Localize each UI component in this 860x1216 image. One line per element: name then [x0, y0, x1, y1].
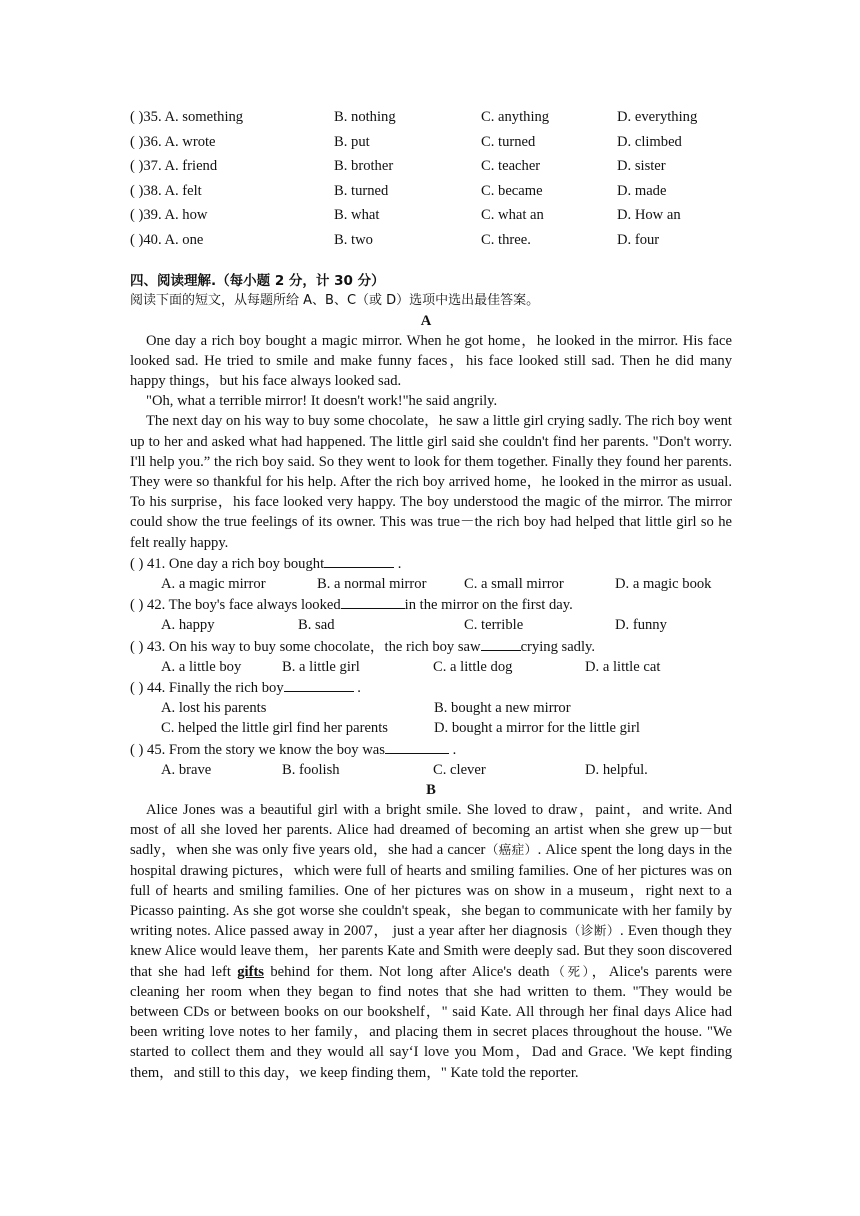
option-row-40: [130, 230, 732, 255]
question-stem: ( ) 42. The boy's face always looked: [130, 597, 341, 614]
question-41: [130, 553, 732, 574]
answer-blank: [481, 636, 521, 651]
option-a: ( )36. A. wrote: [130, 133, 216, 150]
option-d: D. climbed: [617, 133, 682, 150]
option-b: B. turned: [334, 182, 389, 199]
passage-a-heading: A: [420, 312, 432, 329]
question-41-choices: [130, 574, 732, 594]
section-title: 四、阅读理解.（每小题 2 分，计 30 分）: [130, 272, 385, 289]
passage-b-text-1: Alice Jones was a beautiful girl with a bright smile. She loved to draw，paint，and write. And most of all she loved her parents. Alice had dreamed of becoming an artist when she grew up－but sadly，when she was only five years old，she had a cancer: [130, 801, 732, 859]
choice-a: A. a magic mirror: [161, 576, 266, 592]
choice-a: A. happy: [161, 617, 215, 634]
passage-b-text-3: . Even though they knew Alice would leave them，her parents Kate and Smith were deeply sad. But they soon discovered that she had left: [130, 923, 732, 980]
choice-b: B. sad: [298, 617, 335, 634]
option-c: C. what an: [481, 207, 544, 224]
option-b: B. what: [334, 207, 380, 224]
question-42-choices: [130, 615, 732, 635]
choice-d: D. funny: [615, 617, 667, 634]
choice-c: C. a small mirror: [464, 576, 564, 592]
option-b: B. put: [334, 133, 370, 150]
choice-d: D. helpful.: [585, 761, 648, 778]
choice-c: C. helped the little girl find her parents: [161, 720, 388, 737]
option-a: ( )38. A. felt: [130, 182, 202, 199]
passage-b-text-5: ，Alice's parents were cleaning her room when they began to find notes that she had written to them. "They would be between CDs or between books on our bookshelf，" said Kate. All through her final days Alice had been writing love notes to her family，and placing them in secret places throughout the house. "We started to collect them and they would all say‘I love you Mom，Dad and Grace. 'We kept finding them，and still to this day，we keep finding them，" Kate told the reporter.: [130, 963, 732, 1081]
option-c: C. anything: [481, 109, 550, 125]
option-d: D. everything: [617, 109, 698, 125]
option-c: C. teacher: [481, 158, 541, 175]
option-row-39: [130, 205, 732, 230]
underlined-word-gifts: gifts: [237, 963, 264, 980]
choice-a: A. a little boy: [161, 658, 242, 675]
choice-c: C. terrible: [464, 617, 524, 634]
passage-a-paragraph-2: "Oh, what a terrible mirror! It doesn't work!"he said angrily.: [146, 393, 498, 410]
question-43-choices: [130, 657, 732, 677]
question-43: [130, 636, 732, 657]
annotation-cancer: （癌症）: [485, 842, 538, 858]
answer-blank: [284, 677, 354, 692]
answer-blank: [341, 594, 405, 609]
answer-blank: [385, 739, 449, 754]
annotation-diagnosis: （诊断）: [567, 923, 621, 939]
option-c: C. three.: [481, 231, 531, 248]
choice-c: C. a little dog: [433, 658, 513, 675]
passage-b-heading: B: [426, 781, 436, 798]
question-44-choices-1: [130, 698, 732, 718]
option-c: C. turned: [481, 133, 536, 150]
passage-b-text-2: . Alice spent the long days in the hospital drawing pictures，which were full of hearts and smiling families. One of her pictures was on full of hearts and smiling families. One of her pictures was on show in a museum，right next to a Picasso painting. As she got worse she couldn't speak，she began to communicate with her family by writing notes. Alice passed away in 2007， just a year after her diagnosis: [130, 842, 732, 940]
option-row-36: [130, 132, 732, 157]
option-row-35: [130, 107, 732, 132]
question-45-choices: [130, 760, 732, 780]
question-stem-end: .: [353, 679, 361, 696]
section-instruction: 阅读下面的短文，从每题所给 A、B、C（或 D）选项中选出最佳答案。: [130, 292, 540, 308]
option-b: B. two: [334, 231, 373, 248]
question-stem: ( ) 44. Finally the rich boy: [130, 679, 284, 696]
choice-b: B. a little girl: [282, 658, 360, 675]
option-a: ( )39. A. how: [130, 207, 208, 224]
answer-blank: [324, 553, 394, 568]
option-row-37: [130, 156, 732, 181]
option-d: D. made: [617, 182, 667, 199]
option-c: C. became: [481, 182, 543, 199]
passage-a-paragraph-1: One day a rich boy bought a magic mirror. When he got home，he looked in the mirror. His face looked sad. He tried to smile and make funny faces，his face looked still sad. Then he did many happy things，but his face always looked sad.: [130, 332, 732, 389]
choice-b: B. a normal mirror: [317, 576, 427, 592]
option-b: B. nothing: [334, 109, 396, 125]
question-stem-end: .: [394, 555, 402, 572]
passage-b-paragraph: [130, 800, 732, 1083]
question-stem-end: .: [448, 741, 457, 758]
choice-a: A. lost his parents: [161, 700, 267, 717]
question-44-choices-2: [130, 718, 732, 738]
option-a: ( )37. A. friend: [130, 158, 218, 175]
choice-a: A. brave: [161, 761, 212, 778]
question-stem: ( ) 43. On his way to buy some chocolate，the rich boy saw: [130, 638, 481, 655]
option-d: D. sister: [617, 158, 666, 175]
option-b: B. brother: [334, 158, 394, 175]
choice-c: C. clever: [433, 761, 486, 778]
choice-d: D. bought a mirror for the little girl: [434, 720, 640, 737]
choice-d: D. a magic book: [615, 576, 712, 592]
option-a: ( )40. A. one: [130, 231, 204, 248]
question-45: [130, 739, 732, 760]
question-44: [130, 677, 732, 698]
option-row-38: [130, 181, 732, 206]
passage-b-text-4: behind for them. Not long after Alice's death: [264, 963, 550, 980]
question-stem: ( ) 41. One day a rich boy bought: [130, 555, 325, 572]
choice-b: B. bought a new mirror: [434, 700, 571, 717]
choice-d: D. a little cat: [585, 658, 661, 675]
option-d: D. How an: [617, 207, 681, 224]
annotation-death: （死）: [549, 963, 592, 979]
question-stem-end: crying sadly.: [520, 638, 596, 655]
exam-page: [130, 107, 732, 1083]
question-stem-end: in the mirror on the first day.: [404, 597, 573, 614]
choice-b: B. foolish: [282, 761, 340, 778]
passage-a-paragraph-3: The next day on his way to buy some chocolate，he saw a little girl crying sadly. The rich boy went up to her and asked what had happened. The little girl said she couldn't find her parents. "Don't worry. I'll help you.” the rich boy said. So they went to look for them together. Finally they found her parents. They were so thankful for his help. After the rich boy arrived home，he looked in the mirror as usual. To his surprise，his face looked very happy. The boy understood the magic of the mirror. The mirror could show the true feelings of its owner. This was true－the rich boy had helped that little girl so he felt really happy.: [130, 413, 732, 551]
question-42: [130, 594, 732, 615]
option-d: D. four: [617, 231, 660, 248]
option-a: ( )35. A. something: [130, 109, 244, 125]
cloze-options: [130, 107, 732, 255]
question-stem: ( ) 45. From the story we know the boy was: [130, 741, 385, 758]
